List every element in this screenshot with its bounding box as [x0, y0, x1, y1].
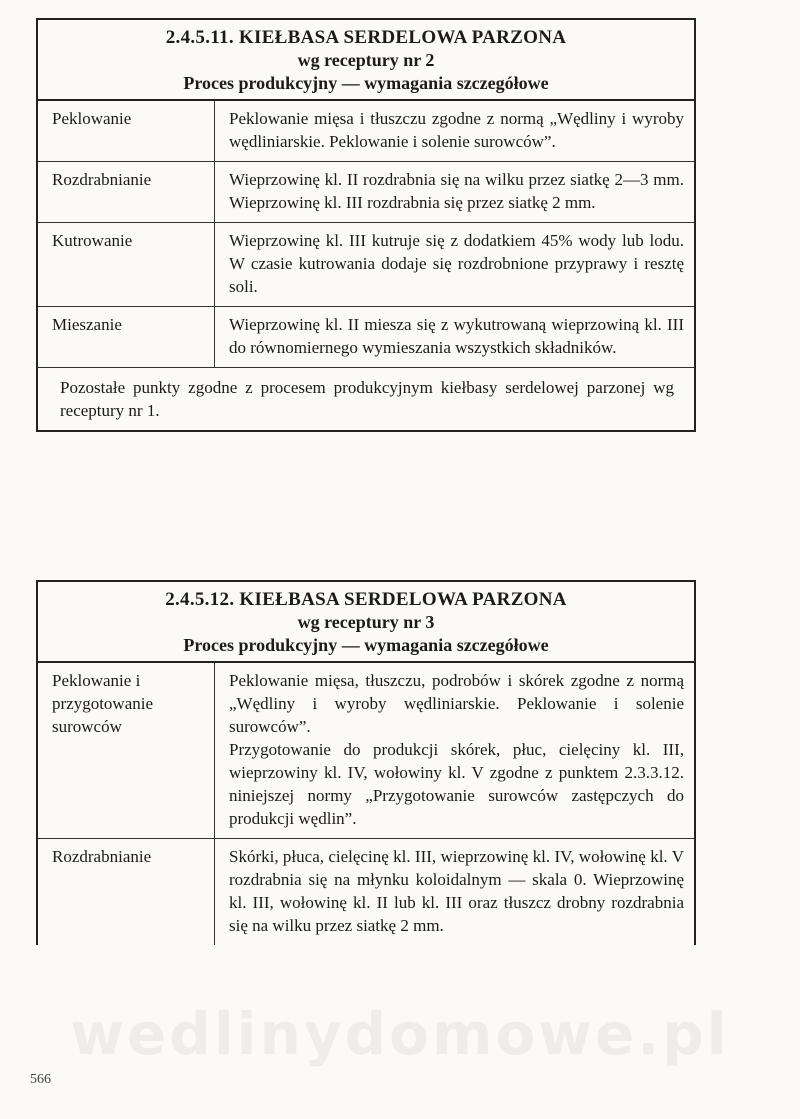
row-text: Wieprzowinę kl. II miesza się z wykutrowaną wieprzowiną kl. III do równomiernego wymieszania wszystkich składników. — [229, 315, 684, 357]
section-subtitle-2: Proces produkcyjny — wymagania szczegółowe — [183, 73, 549, 93]
row-label: Rozdrabnianie — [38, 162, 215, 222]
footer-note: Pozostałe punkty zgodne z procesem produkcyjnym kiełbasy serdelowej parzonej wg receptury nr 1. — [60, 378, 674, 420]
section-title: 2.4.5.11. KIEŁBASA SERDELOWA PARZONA — [165, 27, 567, 48]
row-label: Mieszanie — [38, 307, 215, 367]
section-subtitle: wg receptury nr 3 — [297, 612, 435, 632]
row-text: Wieprzowinę kl. III kutruje się z dodatkiem 45% wody lub lodu. W czasie kutrowania dodaje się rozdrobnione przyprawy i resztę soli. — [229, 231, 684, 296]
row-label: Peklowanie — [38, 101, 215, 161]
row-text: Peklowanie mięsa, tłuszczu, podrobów i skórek zgodne z normą „Wędliny i wyroby wędliniarskie. Peklowanie i solenie surowców”. — [229, 671, 684, 736]
section-subtitle-2: Proces produkcyjny — wymagania szczegółowe — [183, 635, 549, 655]
row-text-block — [215, 663, 694, 838]
row-label: Rozdrabnianie — [38, 839, 215, 945]
table-row — [38, 307, 694, 368]
table-row — [38, 101, 694, 162]
watermark: wedlinydomowe.pl — [70, 1000, 730, 1068]
table-row — [38, 162, 694, 223]
table-row — [38, 663, 694, 839]
section-header — [38, 582, 694, 663]
section-2-4-5-11 — [36, 18, 696, 432]
row-text: Skórki, płuca, cielęcinę kl. III, wieprzowinę kl. IV, wołowinę kl. V rozdrabnia się na młynku koloidalnym — skala 0. Wieprzowinę kl. III, wołowinę kl. II lub kl. III oraz tłuszcz drobny rozdrabnia się na wilku przez siatkę 2 mm. — [229, 847, 684, 935]
table-row — [38, 839, 694, 945]
row-text: Wieprzowinę kl. II rozdrabnia się na wilku przez siatkę 2—3 mm. Wieprzowinę kl. III rozdrabnia się przez siatkę 2 mm. — [229, 170, 684, 212]
row-label: Kutrowanie — [38, 223, 215, 306]
section-2-4-5-12 — [36, 580, 696, 945]
table-row — [38, 223, 694, 307]
row-text: Peklowanie mięsa i tłuszczu zgodne z normą „Wędliny i wyroby wędliniarskie. Peklowanie i solenie surowców”. — [229, 109, 684, 151]
row-label: Peklowanie i przygotowanie surowców — [38, 663, 215, 838]
section-title: 2.4.5.12. KIEŁBASA SERDELOWA PARZONA — [165, 589, 567, 610]
row-text-continued: Przygotowanie do produkcji skórek, płuc, cielęciny kl. III, wieprzowiny kl. IV, wołowiny kl. V zgodne z punktem 2.3.3.12. niniejszej normy „Przygotowanie surowców zastępczych do produkcji wędlin”. — [229, 740, 684, 828]
section-subtitle: wg receptury nr 2 — [297, 50, 435, 70]
section-header — [38, 20, 694, 101]
page-number: 566 — [30, 1072, 51, 1087]
